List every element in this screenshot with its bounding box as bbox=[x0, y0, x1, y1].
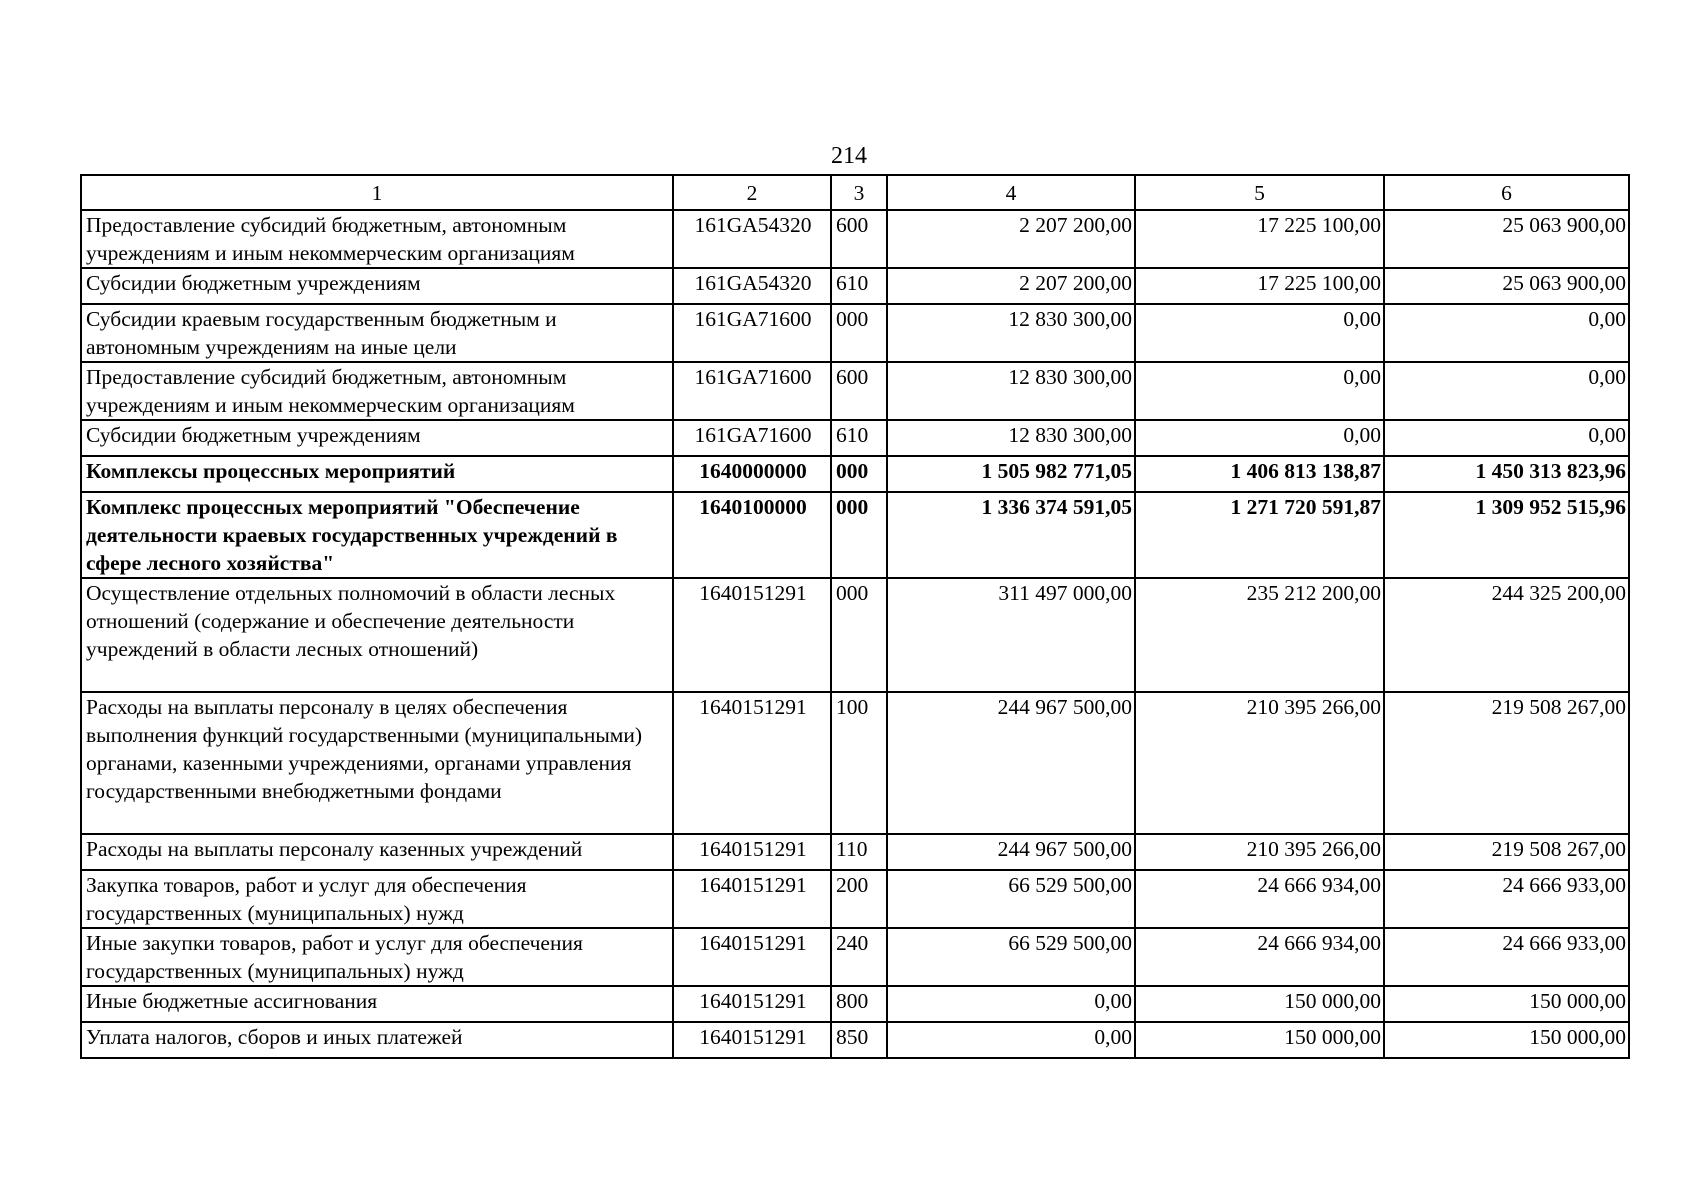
header-row bbox=[81, 175, 1629, 210]
row-csr-code: 161GA71600 bbox=[673, 362, 831, 420]
row-csr-code: 1640151291 bbox=[673, 928, 831, 986]
row-value-5: 1 406 813 138,87 bbox=[1135, 456, 1384, 492]
row-name: Уплата налогов, сборов и иных платежей bbox=[81, 1022, 673, 1058]
column-header: 1 bbox=[81, 175, 673, 210]
row-vr-code: 100 bbox=[831, 692, 887, 834]
row-vr-code: 000 bbox=[831, 578, 887, 692]
table-row bbox=[81, 456, 1629, 492]
row-name: Расходы на выплаты персоналу казенных учреждений bbox=[81, 834, 673, 870]
row-value-5: 0,00 bbox=[1135, 304, 1384, 362]
page-number: 214 bbox=[831, 143, 867, 169]
row-csr-code: 1640000000 bbox=[673, 456, 831, 492]
row-name: Субсидии краевым государственным бюджетным и автономным учреждениям на иные цели bbox=[81, 304, 673, 362]
row-value-6: 0,00 bbox=[1384, 420, 1629, 456]
table-row bbox=[81, 268, 1629, 304]
row-vr-code: 600 bbox=[831, 210, 887, 268]
row-vr-code: 240 bbox=[831, 928, 887, 986]
table-row bbox=[81, 1022, 1629, 1058]
row-value-5: 1 271 720 591,87 bbox=[1135, 492, 1384, 578]
row-value-6: 1 450 313 823,96 bbox=[1384, 456, 1629, 492]
row-vr-code: 000 bbox=[831, 456, 887, 492]
row-vr-code: 610 bbox=[831, 268, 887, 304]
row-value-4: 12 830 300,00 bbox=[887, 420, 1135, 456]
row-value-4: 12 830 300,00 bbox=[887, 362, 1135, 420]
row-csr-code: 161GA54320 bbox=[673, 210, 831, 268]
row-vr-code: 850 bbox=[831, 1022, 887, 1058]
row-value-6: 25 063 900,00 bbox=[1384, 210, 1629, 268]
row-value-5: 150 000,00 bbox=[1135, 986, 1384, 1022]
row-csr-code: 1640151291 bbox=[673, 870, 831, 928]
row-value-6: 219 508 267,00 bbox=[1384, 692, 1629, 834]
row-name: Расходы на выплаты персоналу в целях обеспечения выполнения функций государственными (муниципальными) органами, казенными учреждениями, органами управления государственными внебюджетными фондами bbox=[81, 692, 673, 834]
row-value-6: 0,00 bbox=[1384, 362, 1629, 420]
row-value-5: 0,00 bbox=[1135, 420, 1384, 456]
table-row bbox=[81, 210, 1629, 268]
table-row bbox=[81, 986, 1629, 1022]
row-value-4: 244 967 500,00 bbox=[887, 834, 1135, 870]
column-header: 5 bbox=[1135, 175, 1384, 210]
column-header: 6 bbox=[1384, 175, 1629, 210]
row-value-6: 1 309 952 515,96 bbox=[1384, 492, 1629, 578]
row-value-5: 24 666 934,00 bbox=[1135, 870, 1384, 928]
row-csr-code: 1640151291 bbox=[673, 578, 831, 692]
row-value-5: 24 666 934,00 bbox=[1135, 928, 1384, 986]
row-value-6: 0,00 bbox=[1384, 304, 1629, 362]
row-vr-code: 200 bbox=[831, 870, 887, 928]
table-row bbox=[81, 928, 1629, 986]
row-csr-code: 1640151291 bbox=[673, 834, 831, 870]
row-value-4: 0,00 bbox=[887, 986, 1135, 1022]
row-vr-code: 110 bbox=[831, 834, 887, 870]
row-name: Осуществление отдельных полномочий в области лесных отношений (содержание и обеспечение деятельности учреждений в области лесных отношений) bbox=[81, 578, 673, 692]
table-row bbox=[81, 492, 1629, 578]
row-value-4: 244 967 500,00 bbox=[887, 692, 1135, 834]
table-row bbox=[81, 692, 1629, 834]
row-value-6: 150 000,00 bbox=[1384, 1022, 1629, 1058]
table-row bbox=[81, 304, 1629, 362]
row-name: Предоставление субсидий бюджетным, автономным учреждениям и иным некоммерческим организациям bbox=[81, 210, 673, 268]
row-vr-code: 800 bbox=[831, 986, 887, 1022]
row-csr-code: 161GA71600 bbox=[673, 304, 831, 362]
row-value-4: 66 529 500,00 bbox=[887, 870, 1135, 928]
column-header: 3 bbox=[831, 175, 887, 210]
row-value-4: 1 336 374 591,05 bbox=[887, 492, 1135, 578]
row-name: Иные закупки товаров, работ и услуг для обеспечения государственных (муниципальных) нужд bbox=[81, 928, 673, 986]
row-name: Закупка товаров, работ и услуг для обеспечения государственных (муниципальных) нужд bbox=[81, 870, 673, 928]
row-csr-code: 1640100000 bbox=[673, 492, 831, 578]
row-value-4: 2 207 200,00 bbox=[887, 210, 1135, 268]
row-value-4: 1 505 982 771,05 bbox=[887, 456, 1135, 492]
row-csr-code: 161GA54320 bbox=[673, 268, 831, 304]
table-row bbox=[81, 362, 1629, 420]
row-value-6: 24 666 933,00 bbox=[1384, 928, 1629, 986]
row-name: Комплексы процессных мероприятий bbox=[81, 456, 673, 492]
row-vr-code: 000 bbox=[831, 304, 887, 362]
table-row bbox=[81, 420, 1629, 456]
table-row bbox=[81, 870, 1629, 928]
row-value-4: 66 529 500,00 bbox=[887, 928, 1135, 986]
row-vr-code: 000 bbox=[831, 492, 887, 578]
table-row bbox=[81, 834, 1629, 870]
row-value-5: 210 395 266,00 bbox=[1135, 692, 1384, 834]
row-csr-code: 1640151291 bbox=[673, 986, 831, 1022]
row-vr-code: 610 bbox=[831, 420, 887, 456]
row-value-6: 150 000,00 bbox=[1384, 986, 1629, 1022]
row-csr-code: 1640151291 bbox=[673, 692, 831, 834]
row-vr-code: 600 bbox=[831, 362, 887, 420]
row-value-6: 25 063 900,00 bbox=[1384, 268, 1629, 304]
row-name: Субсидии бюджетным учреждениям bbox=[81, 268, 673, 304]
row-name: Комплекс процессных мероприятий "Обеспечение деятельности краевых государственных учреждений в сфере лесного хозяйства" bbox=[81, 492, 673, 578]
row-value-4: 311 497 000,00 bbox=[887, 578, 1135, 692]
row-value-4: 2 207 200,00 bbox=[887, 268, 1135, 304]
row-name: Иные бюджетные ассигнования bbox=[81, 986, 673, 1022]
row-value-5: 0,00 bbox=[1135, 362, 1384, 420]
row-value-5: 150 000,00 bbox=[1135, 1022, 1384, 1058]
row-value-5: 17 225 100,00 bbox=[1135, 210, 1384, 268]
row-value-5: 210 395 266,00 bbox=[1135, 834, 1384, 870]
row-value-6: 244 325 200,00 bbox=[1384, 578, 1629, 692]
row-value-4: 12 830 300,00 bbox=[887, 304, 1135, 362]
column-header: 2 bbox=[673, 175, 831, 210]
row-name: Предоставление субсидий бюджетным, автономным учреждениям и иным некоммерческим организациям bbox=[81, 362, 673, 420]
row-name: Субсидии бюджетным учреждениям bbox=[81, 420, 673, 456]
row-value-5: 17 225 100,00 bbox=[1135, 268, 1384, 304]
row-value-6: 219 508 267,00 bbox=[1384, 834, 1629, 870]
row-value-4: 0,00 bbox=[887, 1022, 1135, 1058]
table-row bbox=[81, 578, 1629, 692]
row-value-5: 235 212 200,00 bbox=[1135, 578, 1384, 692]
row-value-6: 24 666 933,00 bbox=[1384, 870, 1629, 928]
row-csr-code: 1640151291 bbox=[673, 1022, 831, 1058]
budget-table bbox=[80, 174, 1630, 1059]
column-header: 4 bbox=[887, 175, 1135, 210]
row-csr-code: 161GA71600 bbox=[673, 420, 831, 456]
